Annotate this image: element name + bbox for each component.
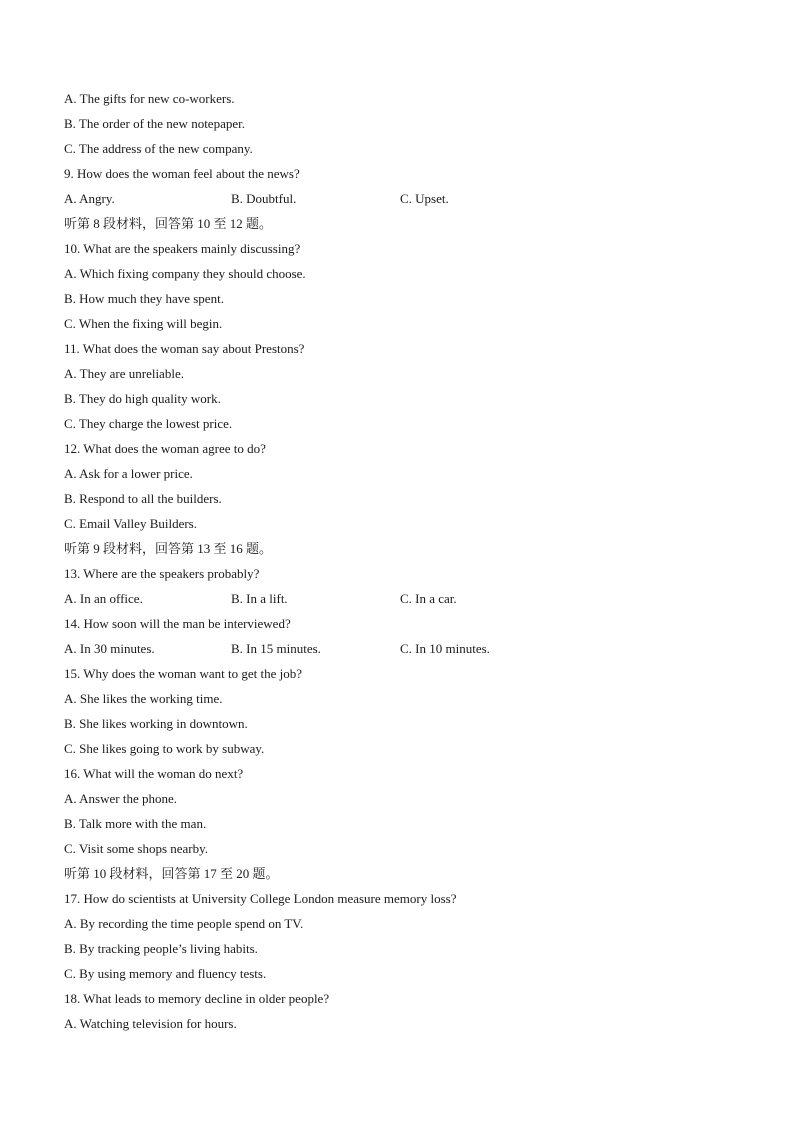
text-line: 听第 8 段材料，回答第 10 至 12 题。: [64, 216, 273, 231]
text-line: A. Which fixing company they should choose.: [64, 266, 306, 281]
text-line: B. She likes working in downtown.: [64, 716, 248, 731]
answer-option: C. In 10 minutes.: [400, 641, 490, 656]
text-line: 听第 9 段材料，回答第 13 至 16 题。: [64, 541, 273, 556]
text-line: 9. How does the woman feel about the news?: [64, 166, 300, 181]
text-line: B. Respond to all the builders.: [64, 491, 222, 506]
text-line: 18. What leads to memory decline in older people?: [64, 991, 330, 1006]
answer-option: B. In a lift.: [231, 591, 288, 606]
answer-options-row: [64, 590, 744, 615]
text-line: 14. How soon will the man be interviewed?: [64, 616, 291, 631]
text-line: B. By tracking people’s living habits.: [64, 941, 258, 956]
text-line: 10. What are the speakers mainly discussing?: [64, 241, 301, 256]
text-line: C. She likes going to work by subway.: [64, 741, 265, 756]
text-line: 17. How do scientists at University College London measure memory loss?: [64, 891, 457, 906]
text-line: 15. Why does the woman want to get the job?: [64, 666, 303, 681]
text-line: A. She likes the working time.: [64, 691, 223, 706]
text-line: C. When the fixing will begin.: [64, 316, 223, 331]
question-list: [64, 90, 744, 1040]
text-line: B. How much they have spent.: [64, 291, 224, 306]
text-line: 11. What does the woman say about Prestons?: [64, 341, 305, 356]
answer-option: C. In a car.: [400, 591, 457, 606]
text-line: A. Answer the phone.: [64, 791, 178, 806]
text-line: B. Talk more with the man.: [64, 816, 207, 831]
answer-option: A. In an office.: [64, 591, 143, 606]
text-line: 16. What will the woman do next?: [64, 766, 244, 781]
text-line: C. Visit some shops nearby.: [64, 841, 209, 856]
text-line: A. They are unreliable.: [64, 366, 184, 381]
text-line: B. They do high quality work.: [64, 391, 221, 406]
answer-option: A. In 30 minutes.: [64, 641, 155, 656]
answer-options-row: [64, 190, 744, 215]
answer-option: B. Doubtful.: [231, 191, 297, 206]
text-line: C. The address of the new company.: [64, 141, 253, 156]
text-line: A. By recording the time people spend on TV.: [64, 916, 304, 931]
text-line: 13. Where are the speakers probably?: [64, 566, 260, 581]
text-line: A. Ask for a lower price.: [64, 466, 193, 481]
text-line: A. Watching television for hours.: [64, 1016, 237, 1031]
text-line: 听第 10 段材料，回答第 17 至 20 题。: [64, 866, 279, 881]
text-line: C. By using memory and fluency tests.: [64, 966, 267, 981]
text-line: C. Email Valley Builders.: [64, 516, 197, 531]
text-line: C. They charge the lowest price.: [64, 416, 233, 431]
answer-option: A. Angry.: [64, 191, 115, 206]
answer-options-row: [64, 640, 744, 665]
text-line: A. The gifts for new co-workers.: [64, 91, 235, 106]
answer-option: C. Upset.: [400, 191, 449, 206]
text-line: 12. What does the woman agree to do?: [64, 441, 266, 456]
answer-option: B. In 15 minutes.: [231, 641, 321, 656]
text-line: B. The order of the new notepaper.: [64, 116, 245, 131]
